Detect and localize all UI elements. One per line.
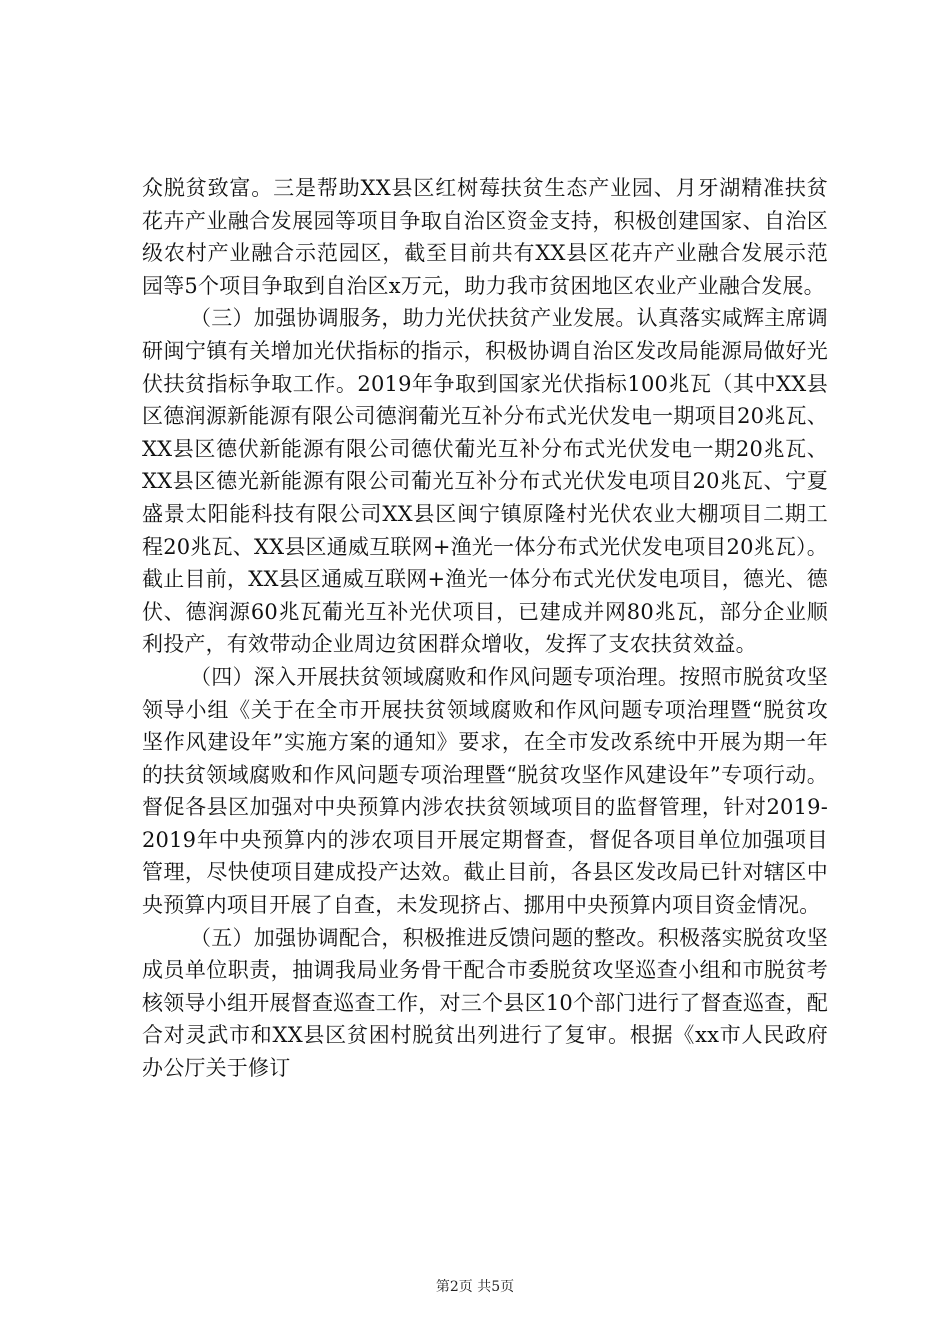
- document-body: [142, 172, 828, 1085]
- paragraph-section-3: （三）加强协调服务，助力光伏扶贫产业发展。认真落实咸辉主席调研闽宁镇有关增加光伏指标的指示，积极协调自治区发改局能源局做好光伏扶贫指标争取工作。2019年争取到国家光伏指标100兆瓦（其中XX县区德润源新能源有限公司德润葡光互补分布式光伏发电一期项目20兆瓦、XX县区德伏新能源有限公司德伏葡光互补分布式光伏发电一期20兆瓦、XX县区德光新能源有限公司葡光互补分布式光伏发电项目20兆瓦、宁夏盛景太阳能科技有限公司XX县区闽宁镇原隆村光伏农业大棚项目二期工程20兆瓦、XX县区通威互联网+渔光一体分布式光伏发电项目20兆瓦）。截止目前，XX县区通威互联网+渔光一体分布式光伏发电项目，德光、德伏、德润源60兆瓦葡光互补光伏项目，已建成并网80兆瓦，部分企业顺利投产，有效带动企业周边贫困群众增收，发挥了支农扶贫效益。: [142, 306, 828, 657]
- paragraph-section-4: （四）深入开展扶贫领域腐败和作风问题专项治理。按照市脱贫攻坚领导小组《关于在全市开展扶贫领域腐败和作风问题专项治理暨“脱贫攻坚作风建设年”实施方案的通知》要求，在全市发改系统中开展为期一年的扶贫领域腐败和作风问题专项治理暨“脱贫攻坚作风建设年”专项行动。督促各县区加强对中央预算内涉农扶贫领域项目的监督管理，针对2019-2019年中央预算内的涉农项目开展定期督查，督促各项目单位加强项目管理，尽快使项目建成投产达效。截止目前，各县区发改局已针对辖区中央预算内项目开展了自查，未发现挤占、挪用中央预算内项目资金情况。: [142, 664, 828, 918]
- paragraph-continuation: 众脱贫致富。三是帮助XX县区红树莓扶贫生态产业园、月牙湖精准扶贫花卉产业融合发展园等项目争取自治区资金支持，积极创建国家、自治区级农村产业融合示范园区，截至目前共有XX县区花卉产业融合发展示范园等5个项目争取到自治区x万元，助力我市贫困地区农业产业融合发展。: [142, 176, 828, 298]
- paragraph-section-5: （五）加强协调配合，积极推进反馈问题的整改。积极落实脱贫攻坚成员单位职责，抽调我局业务骨干配合市委脱贫攻坚巡查小组和市脱贫考核领导小组开展督查巡查工作，对三个县区10个部门进行了督查巡查，配合对灵武市和XX县区贫困村脱贫出列进行了复审。根据《xx市人民政府办公厅关于修订: [142, 925, 828, 1081]
- page-number-footer: 第2页 共5页: [435, 1279, 515, 1295]
